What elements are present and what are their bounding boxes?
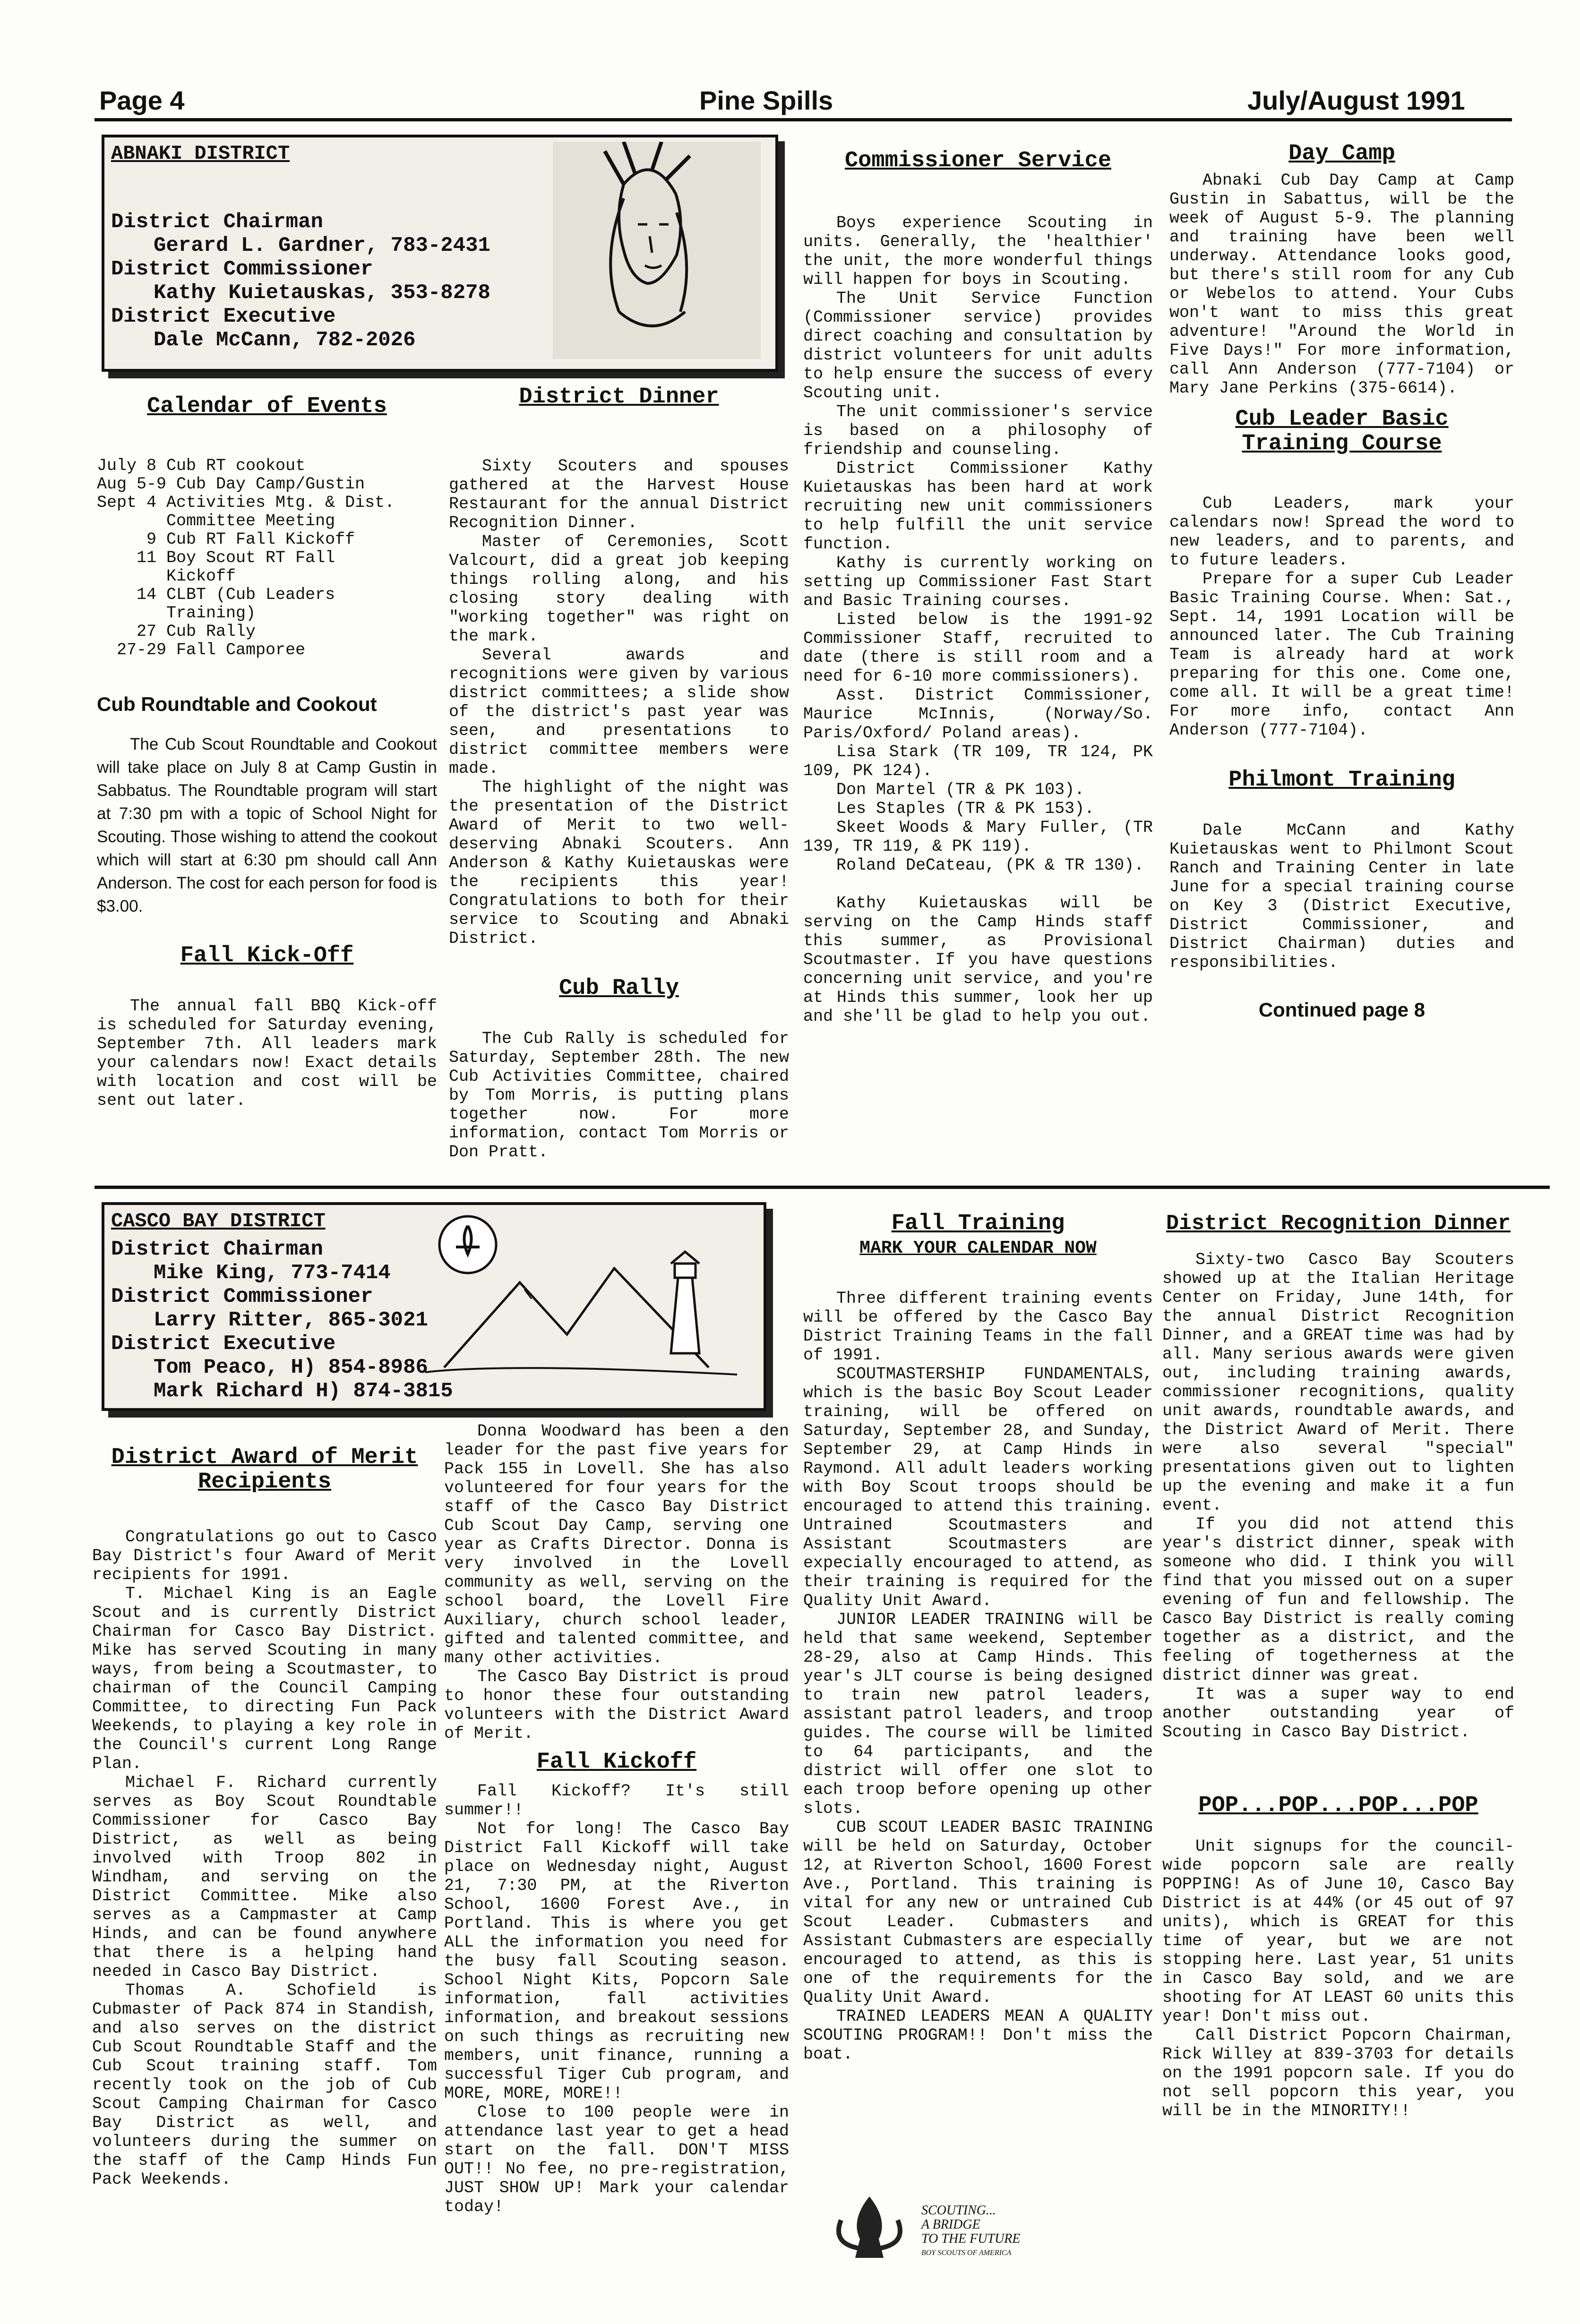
page-number: Page 4 [99,85,185,115]
merit-heading: District Award of Merit Recipients [111,1445,418,1495]
commissioner-section: Commissioner Service Boys experience Scouting in units. Generally, the 'healthier' the unit, the more wonderful things will happen for boys in Scouting. The Unit Service Function (Commissioner service) provides direct coaching and consultation by district volunteers for unit adults to help ensure the success of every Scouting unit. The unit commissioner's service is based on a philosophy of friendship and counseling. District Commissioner Kathy Kuietauskas has been hard at work recruiting new unit commissioners to help fulfill the unit service function. Kathy is currently working on setting up Commissioner Fast Start and Basic Training courses. Listed below is the 1991-92 Commissioner Staff, recruited to date (there is still room and a need for 6-10 more commissioners). Asst. District Commissioner, Maurice McInnis, (Norway/So. Paris/Oxford/ Poland areas). Lisa Stark (TR 109, TR 124, PK 109, PK 124). Don Martel (TR & PK 103). Les Staples (TR & PK 153). Skeet Woods & Mary Fuller, (TR 139, TR 119, & PK 119). Roland DeCateau, (PK & TR 130). Kathy Kuietauskas will be serving on the Camp Hinds staff this summer, as Provisional Scoutmaster. If you have questions concerning unit service, and you're at Hinds this summer, look her up and she'll be glad to help you out. [803,148,1153,1026]
clbt-heading: Cub Leader Basic Training Course [1235,407,1449,456]
day-camp-text: Abnaki Cub Day Camp at Camp Gustin in Sabattus, will be the week of August 5-9. The planning and training have been well underway. Attendance looks good, but there's still room for any Cub or Webelos to attend. Your Cubs won't want to miss this great adventure! "Around the World in Five Days!" For more information, call Ann Anderson (777-7104) or Mary Jane Perkins (375-6614). [1169,171,1514,398]
recognition-section: District Recognition Dinner Sixty-two Casco Bay Scouters showed up at the Italian Heritage Center on Friday, June 14th, for the annual District Recognition Dinner, and a GREAT time was had by all. Many serious awards were given out, including training awards, commissioner recognitions, quality unit awards, roundtable awards, and the District Award of Merit. There were also several "special" presentations given out to lighten up the evening and make it a fun event. If you did not attend this year's district dinner, speak with someone who did. I think you will find that you missed out on a super evening of fun and fellowship. The Casco Bay District is really coming together as a district, and the feeling of togetherness at the district dinner was great. It was a super way to end another outstanding year of Scouting in Casco Bay District. POP...POP...POP...POP Unit signups for the council-wide popcorn sale are really POPPING! As of June 10, Casco Bay District is at 44% (or 45 out of 97 units), which is GREAT for this time of year, but we are not stopping here. Last year, 51 units in Casco Bay sold, and we are shooting for AT LEAST 60 units this year! Don't miss out. Call District Popcorn Chairman, Rick Willey at 839-3703 for details on the 1991 popcorn sale. If you do not sell popcorn this year, you will be in the MINORITY!! [1162,1212,1514,2120]
day-camp-heading: Day Camp [1288,141,1395,166]
district-dinner-heading: District Dinner [519,384,719,410]
recognition-heading: District Recognition Dinner [1166,1212,1511,1236]
philmont-text: Dale McCann and Kathy Kuietauskas went to Philmont Scout Ranch and Training Center in late June for a special training course on Key 3 (District Executive, District Commissioner, and District Chairman) duties and responsibilities. [1169,821,1514,972]
issue-date: July/August 1991 [1247,85,1465,115]
philmont-heading: Philmont Training [1228,768,1455,793]
fall-kickoff-text: The annual fall BBQ Kick-off is scheduled for Saturday evening, September 7th. All leaders mark your calendars now! Exact details with location and cost will be sent out later. [97,997,437,1110]
fleur-de-lis-icon [822,2192,917,2263]
fall-kickoff-heading: Fall Kick-Off [180,943,354,968]
cub-rally-heading: Cub Rally [559,976,679,1001]
casco-officers: District Chairman Mike King, 773-7414 District Commissioner Larry Ritter, 865-3021 District Executive Tom Peaco, H) 854-8986 Mark Richard H) 874-3815 [111,1238,453,1403]
cub-rally-text: The Cub Rally is scheduled for Saturday, September 28th. The new Cub Activities Committee, chaired by Tom Morris, is putting plans together now. For more information, contact Tom Morris or Don Pratt. [449,1029,789,1162]
district-dinner-section: District Dinner Sixty Scouters and spouses gathered at the Harvest House Restaurant for the annual District Recognition Dinner. Master of Ceremonies, Scott Valcourt, did a great job keeping things rolling along, and his closing story dealing with "working together" was right on the mark. Several awards and recognitions were given by various district committees; a slide show of the district's past year was seen, and presentations to district committee members were made. The highlight of the night was the presentation of the District Award of Merit to two well-deserving Abnaki Scouters. Ann Anderson & Kathy Kuietauskas were the recipients this year! Congratulations to both for their service to Scouting and Abnaki District. Cub Rally The Cub Rally is scheduled for Saturday, September 28th. The new Cub Activities Committee, chaired by Tom Morris, is putting plans together now. For more information, contact Tom Morris or Don Pratt. [449,384,789,1162]
calendar-section: Calendar of Events July 8 Cub RT cookout Aug 5-9 Cub Day Camp/Gustin Sept 4 Activities Mtg. & Dist. Committee Meeting 9 Cub RT Fall Kickoff 11 Boy Scout RT Fall Kickoff 14 CLBT (Cub Leaders Training) 27 Cub Rally 27-29 Fall Camporee Cub Roundtable and Cookout The Cub Scout Roundtable and Cookout will take place on July 8 at Camp Gustin in Sabbatus. The Roundtable program will start at 7:30 pm with a topic of School Night for Scouting. Those wishing to attend the cookout which will start at 6:30 pm should call Ann Anderson. The cost for each person for food is $3.00. Fall Kick-Off The annual fall BBQ Kick-off is scheduled for Saturday evening, September 7th. All leaders mark your calendars now! Exact details with location and cost will be sent out later. [97,394,437,1110]
native-portrait-illustration [553,142,761,359]
top-rule [94,118,1512,121]
casco-title: CASCO BAY DISTRICT [111,1210,326,1232]
roundtable-text: The Cub Scout Roundtable and Cookout will take place on July 8 at Camp Gustin in Sabbatus. The Roundtable program will start at 7:30 pm with a topic of School Night for Scouting. Those wishing to attend the cookout which will start at 6:30 pm should call Ann Anderson. The cost for each person for food is $3.00. [97,735,437,915]
fall-training-section: Fall Training MARK YOUR CALENDAR NOW Three different training events will be offered by the Casco Bay District Training Teams in the fall of 1991. SCOUTMASTERSHIP FUNDAMENTALS, which is the basic Boy Scout Leader training, will be offered on Saturday, September 28, and Sunday, September 29, at Camp Hinds in Raymond. All adult leaders working with Boy Scout troops should be encouraged to attend this training. Untrained Scoutmasters and Assistant Scoutmasters are expecially encouraged to attend, as their training is required for the Quality Unit Award. JUNIOR LEADER TRAINING will be held that same weekend, September 28-29, also at Camp Hinds. This year's JLT course is being designed to train new patrol leaders, assistant patrol leaders, and troop guides. The course will be limited to 64 participants, and the district will offer one slot to each troop before opening up other slots. CUB SCOUT LEADER BASIC TRAINING will be held on Saturday, October 12, at Riverton School, 1600 Forest Ave., Portland. This training is vital for any new or untrained Cub Scout Leader. Cubmasters and Assistant Cubmasters are especially encouraged to attend, as this is one of the requirements for the Quality Unit Award. TRAINED LEADERS MEAN A QUALITY SCOUTING PROGRAM!! Don't miss the boat. [803,1211,1153,2064]
lighthouse-illustration [416,1212,747,1396]
popcorn-heading: POP...POP...POP...POP [1198,1793,1478,1818]
donna-kickoff-section: Donna Woodward has been a den leader for the past five years for Pack 155 in Lovell. She has also volunteered for four years for the staff of the Casco Bay District Cub Scout Day Camp, serving one year as Crafts Director. Donna is very involved in the Lovell community as well, serving on the school board, the Lovell Fire Auxiliary, church school leader, gifted and talented committee, and many other activities. The Casco Bay District is proud to honor these four outstanding volunteers with the District Award of Merit. Fall Kickoff Fall Kickoff? It's still summer!! Not for long! The Casco Bay District Fall Kickoff will take place on Wednesday night, August 21, 7:30 PM, at the Riverton School, 1600 Forest Ave., in Portland. This is where you get ALL the information you need for the busy fall Scouting season. School Night Kits, Popcorn Sale information, fall activities information, and breakout sessions on such things as recruiting new members, unit finance, running a successful Tiger Cub program, and MORE, MORE, MORE!! Close to 100 people were in attendance last year to get a head start on the fall. DON'T MISS OUT!! No fee, no pre-registration, JUST SHOW UP! Mark your calendar today! [444,1422,789,2216]
award-of-merit-section: District Award of Merit Recipients Congratulations go out to Casco Bay District's four Award of Merit recipients for 1991. T. Michael King is an Eagle Scout and is currently District Chairman for Casco Bay District. Mike has served Scouting in many ways, from being a Scoutmaster, to chairman of the Council Camping Committee, to directing Fun Pack Weekends, to playing a key role in the Council's current Long Range Plan. Michael F. Richard currently serves as Boy Scout Roundtable Commissioner for Casco Bay District, as well as being involved with Troop 802 in Windham, and serving on the District Committee. Mike also serves as a Campmaster at Camp Hinds, and can be found anywhere that there is a helping hand needed in Casco Bay District. Thomas A. Schofield is Cubmaster of Pack 874 in Standish, and also serves on the district Cub Scout Roundtable Staff and the Cub Scout training staff. Tom recently took on the job of Cub Scout Camping Chairman for Casco Bay District as well, and volunteers during the summer on the staff of the Camp Hinds Fun Pack Weekends. [92,1445,437,2189]
mid-rule [94,1186,1550,1189]
fall-kickoff-casco-heading: Fall Kickoff [536,1750,697,1775]
commissioner-heading: Commissioner Service [844,148,1112,173]
abnaki-title: ABNAKI DISTRICT [111,142,290,165]
continued-note: Continued page 8 [1258,999,1425,1021]
fall-training-heading: Fall Training MARK YOUR CALENDAR NOW [859,1211,1097,1258]
roundtable-heading: Cub Roundtable and Cookout [97,693,377,715]
newsletter-title: Pine Spills [699,85,833,115]
day-camp-section: Day Camp Abnaki Cub Day Camp at Camp Gustin in Sabattus, will be the week of August 5-9. The planning and training have been well underway. Attendance looks good, but there's still room for any Cub or Webelos to attend. Your Cubs won't want to miss this great adventure! "Around the World in Five Days!" For more information, call Ann Anderson (777-7104) or Mary Jane Perkins (375-6614). Cub Leader Basic Training Course Cub Leaders, mark your calendars now! Spread the word to new leaders, and to parents, and to future leaders. Prepare for a super Cub Leader Basic Training Course. When: Sat., Sept. 14, 1991 Location will be announced later. The Cub Training Team is already hard at work preparing for this one. Come one, come all. It will be a great time! For more info, contact Ann Anderson (777-7104). Philmont Training Dale McCann and Kathy Kuietauskas went to Philmont Scout Ranch and Training Center in late June for a special training course on Key 3 (District Executive, District Commissioner, and District Chairman) duties and responsibilities. Continued page 8 [1169,141,1514,1021]
abnaki-officers: District Chairman Gerard L. Gardner, 783-2431 District Commissioner Kathy Kuietauskas, 353-8278 District Executive Dale McCann, 782-2026 [111,210,490,352]
calendar-heading: Calendar of Events [147,394,387,419]
scouting-bridge-logo: SCOUTING... A BRIDGE TO THE FUTURE BOY SCOUTS OF AMERICA [822,2192,1087,2263]
